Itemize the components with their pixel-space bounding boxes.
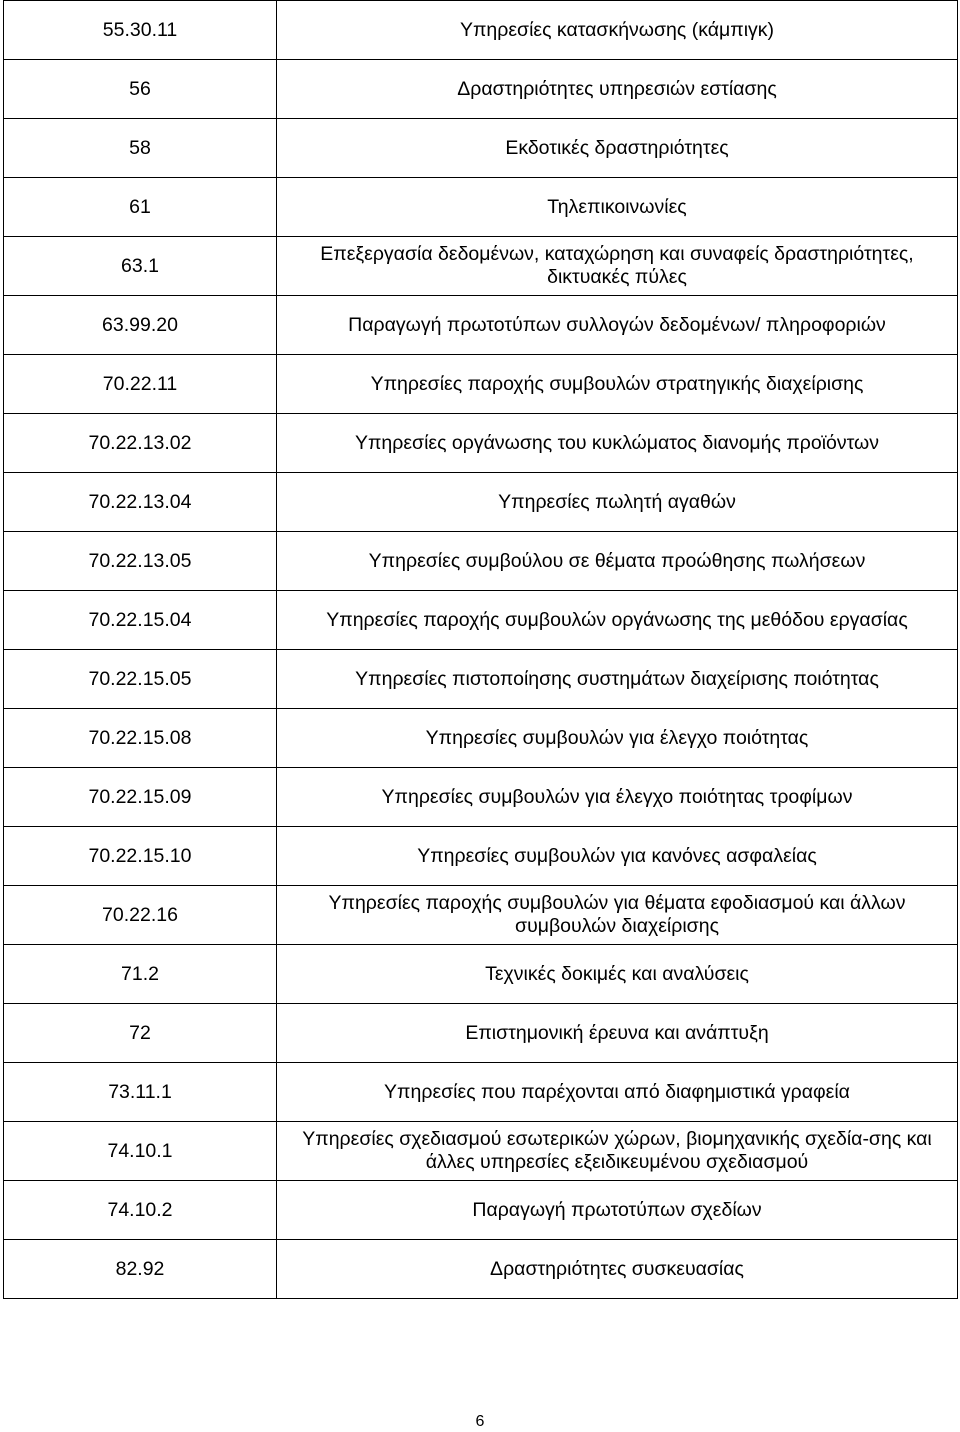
table-row [4, 1122, 958, 1181]
activity-description: Υπηρεσίες συμβουλών για κανόνες ασφαλείας [277, 827, 958, 886]
activity-code: 70.22.13.05 [4, 532, 277, 591]
activity-code: 74.10.1 [4, 1122, 277, 1181]
activity-code: 70.22.16 [4, 886, 277, 945]
activity-description: Υπηρεσίες παροχής συμβουλών στρατηγικής διαχείρισης [277, 355, 958, 414]
activity-code: 63.1 [4, 237, 277, 296]
activity-description: Υπηρεσίες οργάνωσης του κυκλώματος διανομής προϊόντων [277, 414, 958, 473]
activity-code: 71.2 [4, 945, 277, 1004]
table-row [4, 119, 958, 178]
table-row [4, 355, 958, 414]
activity-description: Υπηρεσίες που παρέχονται από διαφημιστικά γραφεία [277, 1063, 958, 1122]
activity-description: Υπηρεσίες πιστοποίησης συστημάτων διαχείρισης ποιότητας [277, 650, 958, 709]
table-row [4, 178, 958, 237]
activity-code: 70.22.13.04 [4, 473, 277, 532]
activity-description: Υπηρεσίες κατασκήνωσης (κάμπιγκ) [277, 1, 958, 60]
table-row [4, 60, 958, 119]
activity-description: Εκδοτικές δραστηριότητες [277, 119, 958, 178]
activity-code: 70.22.15.09 [4, 768, 277, 827]
table-row [4, 414, 958, 473]
activity-description: Επιστημονική έρευνα και ανάπτυξη [277, 1004, 958, 1063]
table-row [4, 473, 958, 532]
activity-description: Υπηρεσίες συμβουλών για έλεγχο ποιότητας τροφίμων [277, 768, 958, 827]
activity-description: Παραγωγή πρωτοτύπων σχεδίων [277, 1181, 958, 1240]
table-row [4, 886, 958, 945]
activity-code: 70.22.11 [4, 355, 277, 414]
activity-description: Υπηρεσίες συμβουλών για έλεγχο ποιότητας [277, 709, 958, 768]
table-row [4, 945, 958, 1004]
activity-code: 70.22.15.08 [4, 709, 277, 768]
table-row [4, 296, 958, 355]
table-row [4, 1, 958, 60]
activity-code: 74.10.2 [4, 1181, 277, 1240]
table-row [4, 1181, 958, 1240]
activity-code: 70.22.15.04 [4, 591, 277, 650]
activity-code: 70.22.13.02 [4, 414, 277, 473]
table-row [4, 1063, 958, 1122]
activity-codes-table [3, 0, 958, 1299]
table-row [4, 650, 958, 709]
table-row [4, 768, 958, 827]
table-row [4, 591, 958, 650]
activity-code: 70.22.15.05 [4, 650, 277, 709]
activity-description: Δραστηριότητες υπηρεσιών εστίασης [277, 60, 958, 119]
activity-description: Υπηρεσίες πωλητή αγαθών [277, 473, 958, 532]
activity-code: 73.11.1 [4, 1063, 277, 1122]
activity-description: Δραστηριότητες συσκευασίας [277, 1240, 958, 1299]
activity-description: Παραγωγή πρωτοτύπων συλλογών δεδομένων/ πληροφοριών [277, 296, 958, 355]
table-row [4, 237, 958, 296]
activity-code: 63.99.20 [4, 296, 277, 355]
activity-code: 55.30.11 [4, 1, 277, 60]
activity-description: Υπηρεσίες σχεδιασμού εσωτερικών χώρων, βιομηχανικής σχεδία-σης και άλλες υπηρεσίες εξειδικευμένου σχεδιασμού [277, 1122, 958, 1181]
activity-description: Τεχνικές δοκιμές και αναλύσεις [277, 945, 958, 1004]
activity-code: 72 [4, 1004, 277, 1063]
activity-description: Τηλεπικοινωνίες [277, 178, 958, 237]
table-row [4, 1004, 958, 1063]
page-number: 6 [475, 1413, 485, 1430]
table-row [4, 532, 958, 591]
activity-description: Υπηρεσίες παροχής συμβουλών για θέματα εφοδιασμού και άλλων συμβουλών διαχείρισης [277, 886, 958, 945]
activity-description: Επεξεργασία δεδομένων, καταχώρηση και συναφείς δραστηριότητες, δικτυακές πύλες [277, 237, 958, 296]
activity-code: 70.22.15.10 [4, 827, 277, 886]
activity-code: 61 [4, 178, 277, 237]
activity-description: Υπηρεσίες παροχής συμβουλών οργάνωσης της μεθόδου εργασίας [277, 591, 958, 650]
table-row [4, 709, 958, 768]
table-row [4, 1240, 958, 1299]
table-row [4, 827, 958, 886]
activity-code: 82.92 [4, 1240, 277, 1299]
activity-code: 56 [4, 60, 277, 119]
activity-code: 58 [4, 119, 277, 178]
activity-description: Υπηρεσίες συμβούλου σε θέματα προώθησης πωλήσεων [277, 532, 958, 591]
